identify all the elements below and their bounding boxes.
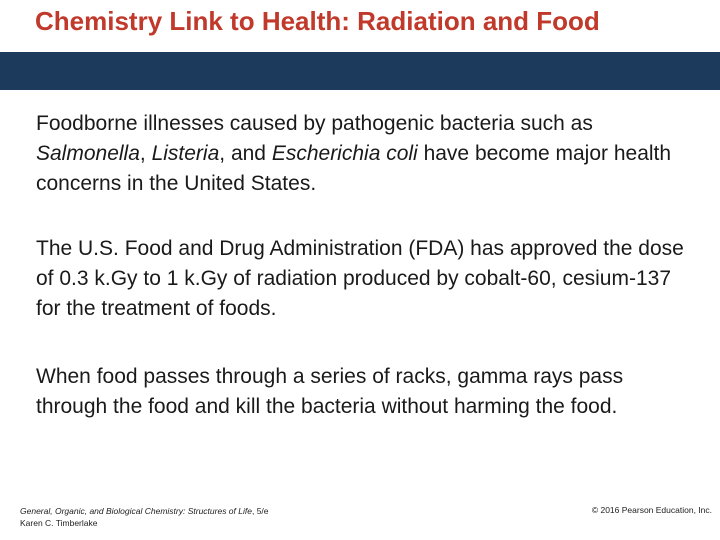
term-escherichia-coli: Escherichia coli — [271, 142, 418, 165]
separator: , — [139, 142, 152, 165]
separator: , and — [219, 142, 272, 165]
paragraph-gamma-rays: When food passes through a series of racks, gamma rays pass through the food and kill the bacteria without harming the food. — [36, 365, 624, 418]
footer-edition: , 5/e — [251, 506, 269, 516]
paragraph-foodborne-illnesses — [36, 109, 696, 199]
paragraph-outro: have become major health concerns in the United States. — [36, 142, 672, 195]
paragraph-fda-approval: The U.S. Food and Drug Administration (FDA) has approved the dose of 0.3 k.Gy to 1 k.Gy of radiation produced by cobalt-60, cesium-137 for the treatment of foods. — [36, 237, 684, 320]
slide-title: Chemistry Link to Health: Radiation and Food — [35, 6, 600, 36]
footer-copyright: © 2016 Pearson Education, Inc. — [591, 505, 712, 515]
footer-author: Karen C. Timberlake — [20, 518, 98, 528]
term-salmonella: Salmonella — [36, 142, 140, 165]
footer-citation — [20, 505, 269, 529]
paragraph-intro: Foodborne illnesses caused by pathogenic bacteria such as — [36, 112, 593, 135]
term-listeria: Listeria — [151, 142, 220, 165]
footer-book-title: General, Organic, and Biological Chemistry: Structures of Life — [20, 506, 252, 516]
title-band — [0, 52, 720, 90]
